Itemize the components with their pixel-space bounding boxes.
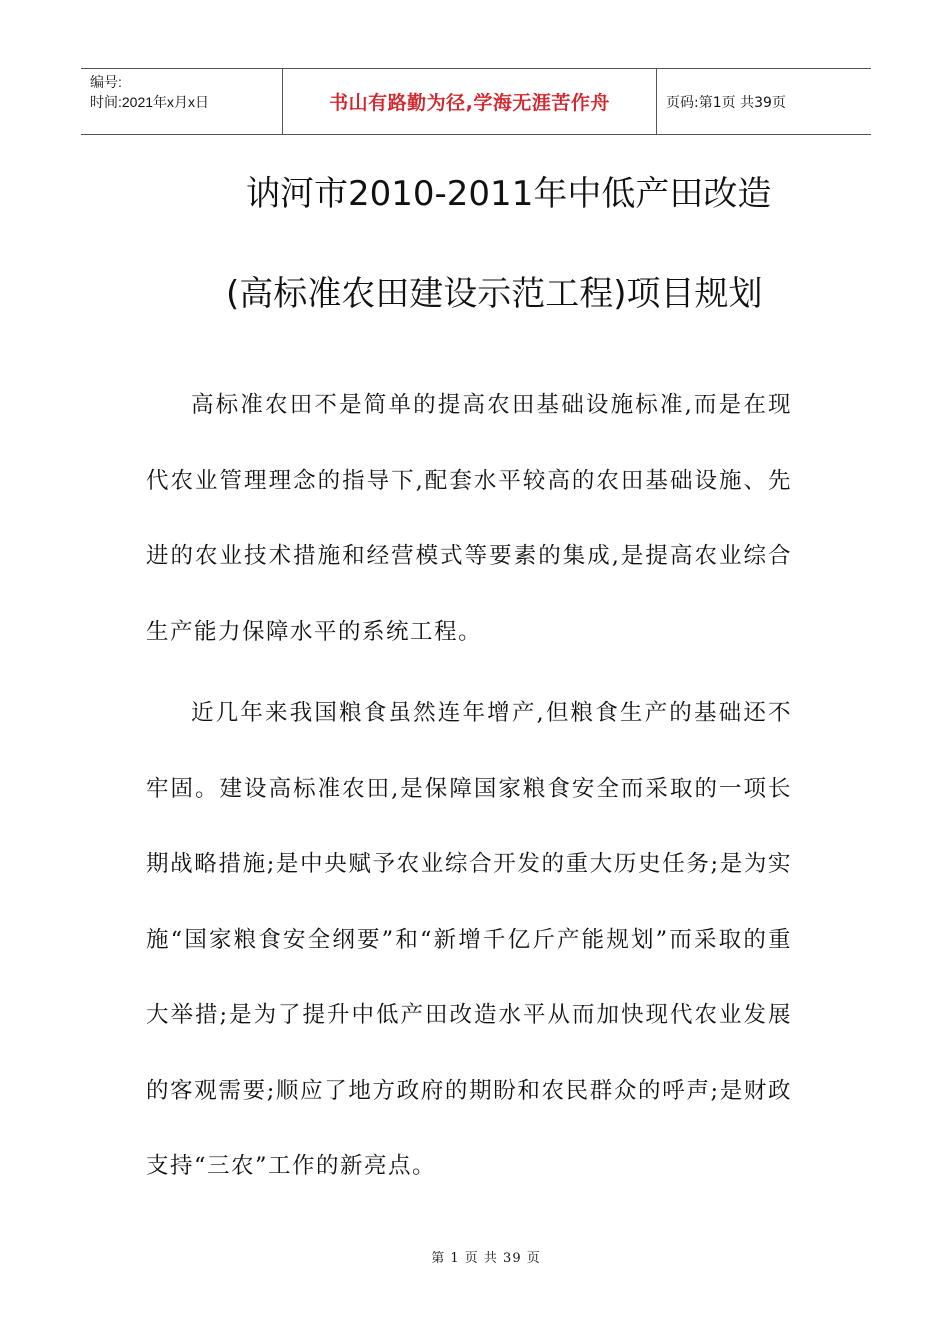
document-number-label: 编号: bbox=[90, 74, 122, 90]
body-paragraph-1: 高标准农田不是简单的提高农田基础设施标准,而是在现代农业管理理念的指导下,配套水平较高的农田基础设施、先进的农业技术措施和经营模式等要素的集成,是提高农业综合生产能力保障水平的系统工程。 bbox=[146, 392, 792, 645]
page-footer: 第 1 页 共 39 页 bbox=[431, 1251, 541, 1266]
document-title-line-2: (高标准农田建设示范工程)项目规划 bbox=[226, 274, 763, 314]
header-meta bbox=[81, 69, 282, 134]
header-page-info: 页码:第1页 共39页 bbox=[666, 94, 786, 111]
body-paragraph-2: 近几年来我国粮食虽然连年增产,但粮食生产的基础还不牢固。建设高标准农田,是保障国家粮食安全而采取的一项长期战略措施;是中央赋予农业综合开发的重大历史任务;是为实施“国家粮食安全纲要”和“新增千亿斤产能规划”而采取的重大举措;是为了提升中低产田改造水平从而加快现代农业发展的客观需要;顺应了地方政府的期盼和农民群众的呼声;是财政支持“三农”工作的新亮点。 bbox=[146, 700, 792, 1179]
document-time-label: 时间:2021年x月x日 bbox=[90, 94, 210, 110]
document-title-line-1: 讷河市2010-2011年中低产田改造 bbox=[246, 174, 772, 214]
header-motto: 书山有路勤为径,学海无涯苦作舟 bbox=[282, 69, 657, 134]
page-header bbox=[81, 68, 871, 135]
